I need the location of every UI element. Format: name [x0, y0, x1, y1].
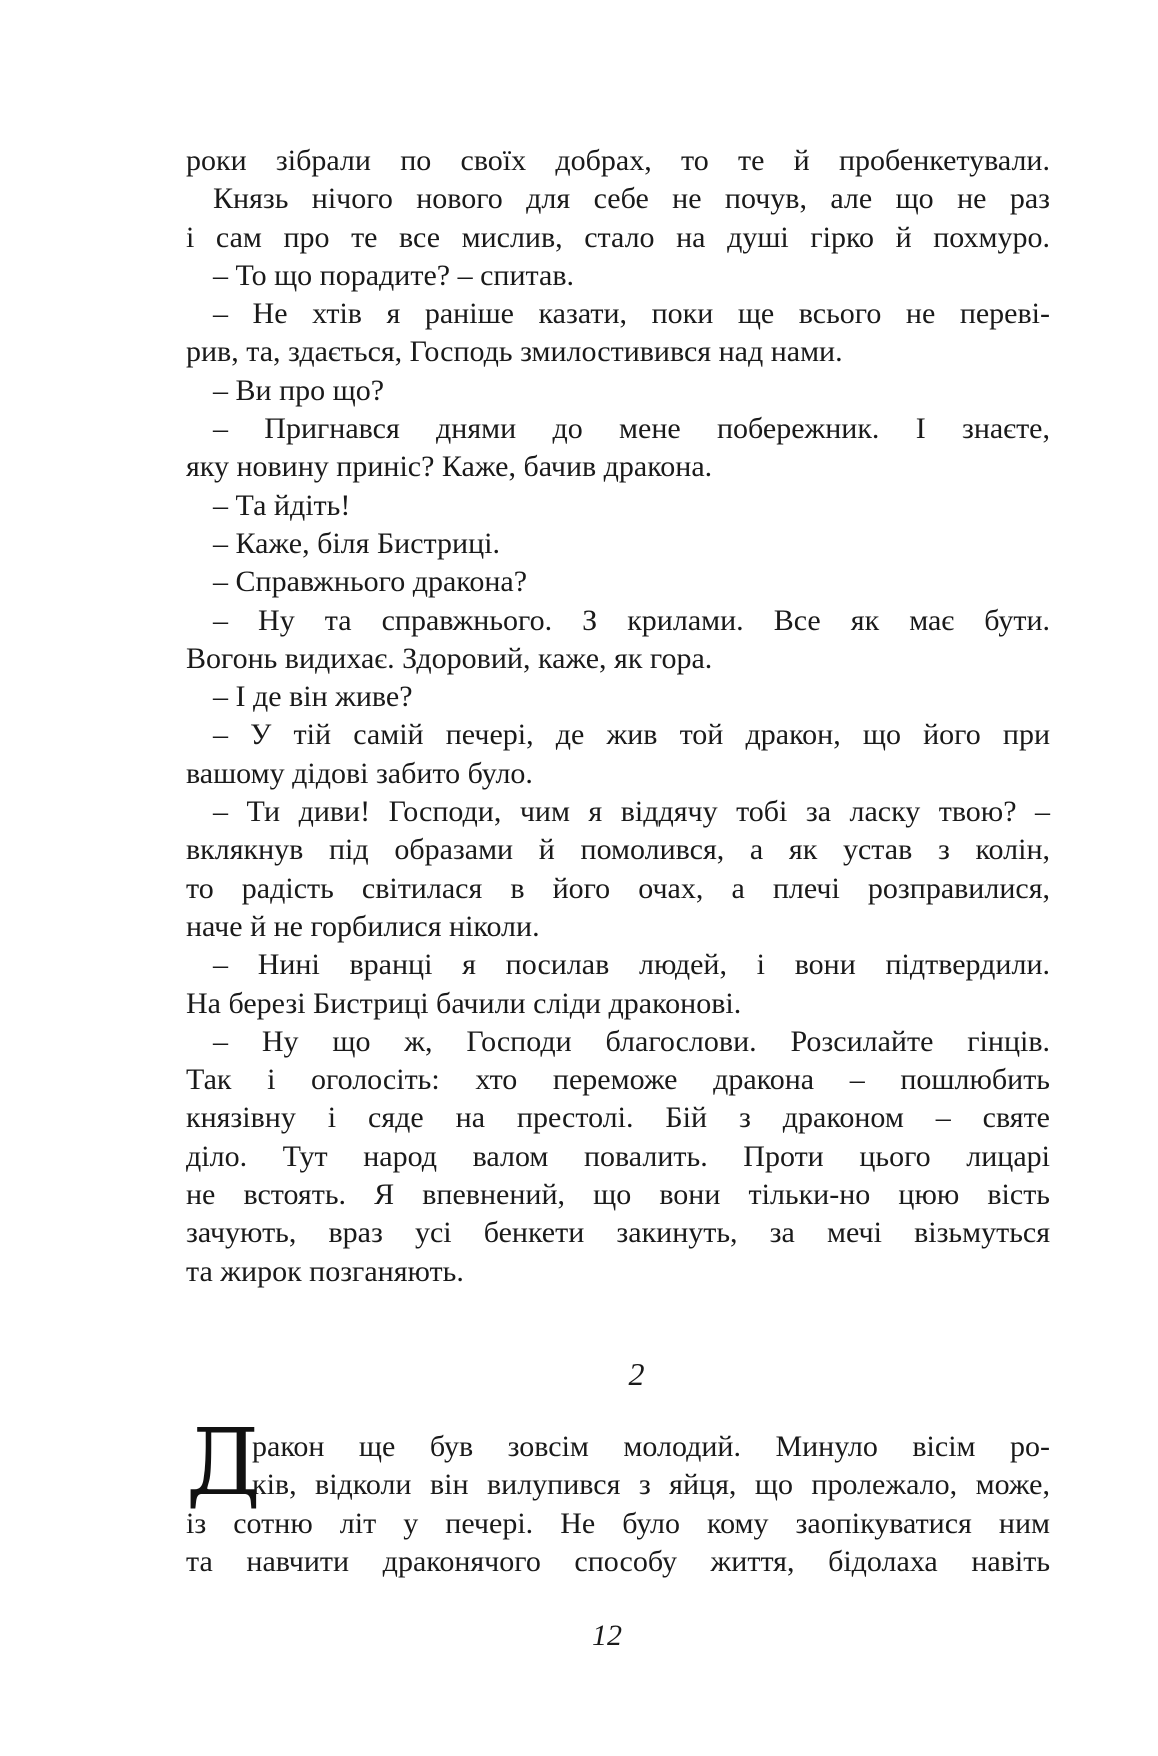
- text-line: На березі Бистриці бачили сліди драконові.: [186, 986, 742, 1020]
- text-line: – Каже, біля Бистриці.: [213, 526, 500, 560]
- text-line: – То що порадите? – спитав.: [213, 258, 574, 292]
- text-line: – Пригнався днями до мене побережник. І знаєте,: [213, 412, 1050, 446]
- text-line: діло. Тут народ валом повалить. Проти цього лицарі: [186, 1139, 1050, 1173]
- text-line: вклякнув під образами й помолився, а як устав з колін,: [186, 833, 1050, 867]
- body-text: [186, 142, 1050, 1291]
- text-line: князівну і сяде на престолі. Бій з драконом – святе: [186, 1101, 1050, 1135]
- text-line: не встоять. Я впевнений, що вони тільки-но цюю вість: [186, 1178, 1050, 1212]
- text-line: Вогонь видихає. Здоровий, каже, як гора.: [186, 641, 713, 675]
- text-line: то радість світилася в його очах, а плечі розправилися,: [186, 871, 1050, 905]
- text-line: і сам про те все мислив, стало на душі гірко й похмуро.: [186, 220, 1050, 254]
- text-line: – Справжнього дракона?: [213, 565, 528, 599]
- text-line: рив, та, здається, Господь змилостивився над нами.: [186, 335, 843, 369]
- chapter-text-line: та навчити драконячого способу життя, бідолаха навіть: [186, 1544, 1050, 1578]
- text-line: вашому дідові забито було.: [186, 756, 533, 790]
- chapter-text-line: ків, відколи він вилупився з яйця, що пролежало, може,: [252, 1468, 1050, 1502]
- chapter-opening: [186, 1409, 1050, 1581]
- text-line: – Нині вранці я посилав людей, і вони підтвердили.: [213, 948, 1050, 982]
- text-line: – Не хтів я раніше казати, поки ще всього не переві-: [213, 297, 1050, 331]
- drop-cap: Д: [186, 1409, 261, 1516]
- text-line: – Ви про що?: [213, 373, 385, 407]
- text-line: Так і оголосіть: хто переможе дракона – пошлюбить: [186, 1063, 1050, 1097]
- text-line: – І де він живе?: [213, 680, 413, 714]
- chapter-text-line: ракон ще був зовсім молодий. Минуло вісім ро-: [252, 1430, 1050, 1463]
- text-line: – У тій самій печері, де жив той дракон, що його при: [213, 718, 1050, 752]
- section-number: 2: [628, 1356, 645, 1392]
- text-line: Князь нічого нового для себе не почув, але що не раз: [213, 182, 1050, 216]
- text-line: – Ну що ж, Господи благослови. Розсилайте гінців.: [213, 1024, 1050, 1058]
- text-line: зачують, враз усі бенкети закинуть, за мечі візьмуться: [186, 1216, 1050, 1250]
- text-line: – Ти диви! Господи, чим я віддячу тобі за ласку твою? –: [213, 795, 1050, 829]
- text-line: роки зібрали по своїх добрах, то те й пробенкетували.: [186, 144, 1050, 177]
- text-line: та жирок позганяють.: [186, 1254, 464, 1288]
- text-line: – Ну та справжнього. З крилами. Все як має бути.: [213, 603, 1050, 637]
- text-line: – Та йдіть!: [213, 488, 351, 522]
- text-line: наче й не горбилися ніколи.: [186, 909, 540, 943]
- chapter-text-line: із сотню літ у печері. Не було кому заопікуватися ним: [186, 1506, 1050, 1540]
- text-line: яку новину приніс? Каже, бачив дракона.: [186, 450, 713, 484]
- page-number: 12: [592, 1619, 622, 1652]
